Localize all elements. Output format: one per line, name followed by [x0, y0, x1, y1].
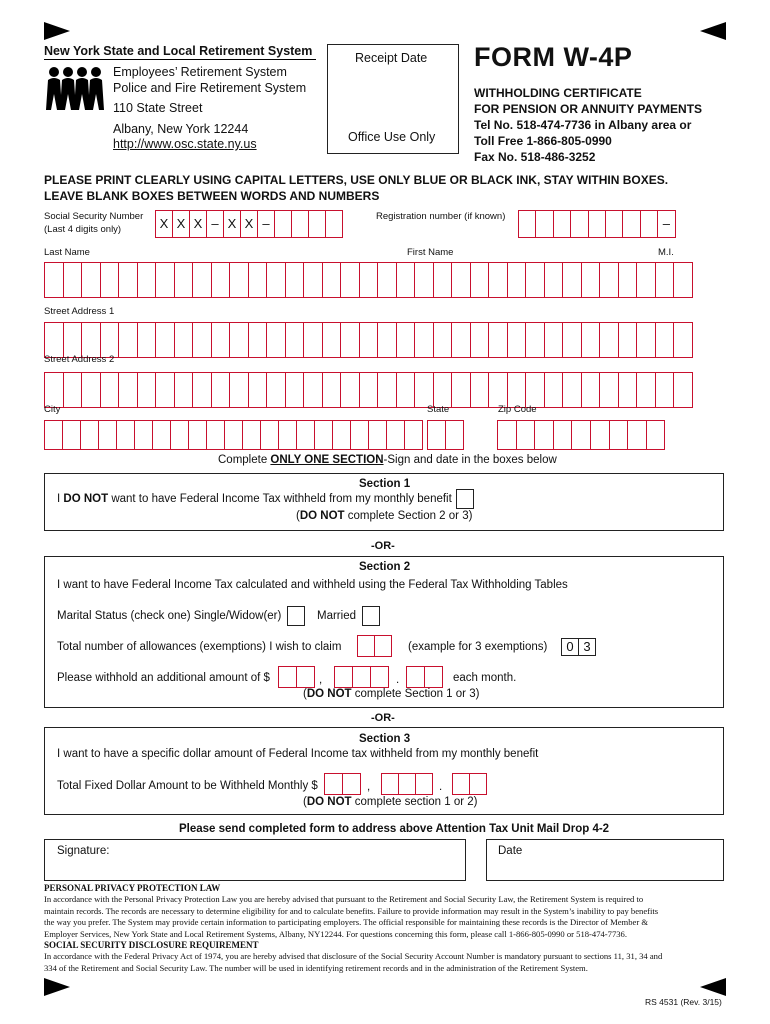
char-box[interactable] [229, 322, 248, 358]
each-month-label: each month. [453, 672, 517, 684]
char-box[interactable]: X [240, 210, 257, 238]
char-box[interactable] [622, 210, 639, 238]
street-address-1-input[interactable] [44, 322, 693, 358]
char-box[interactable] [325, 210, 343, 238]
char-box[interactable] [63, 262, 82, 298]
registration-arrow-bottom-right [700, 978, 726, 996]
fixed-amount-label: Total Fixed Dollar Amount to be Withheld Monthly $ [57, 780, 318, 792]
char-box[interactable] [340, 322, 359, 358]
first-name-label: First Name [407, 247, 454, 258]
char-box[interactable] [445, 420, 464, 450]
char-box[interactable] [63, 322, 82, 358]
char-box[interactable] [81, 372, 100, 408]
instructions-line-2: LEAVE BLANK BOXES BETWEEN WORDS AND NUMBERS [44, 189, 380, 203]
registration-arrow-top-left [44, 22, 70, 40]
char-box[interactable] [605, 210, 622, 238]
char-box[interactable]: X [172, 210, 189, 238]
char-box[interactable] [570, 210, 587, 238]
char-box[interactable] [377, 322, 396, 358]
char-box[interactable] [562, 262, 581, 298]
system-ers: Employees’ Retirement System [113, 65, 287, 79]
form-revision: RS 4531 (Rev. 3/15) [645, 997, 722, 1007]
section-2-title: Section 2 [359, 561, 411, 573]
char-box[interactable] [497, 420, 516, 450]
char-box[interactable] [224, 420, 242, 450]
section-2-text: I want to have Federal Income Tax calculated and withheld using the Federal Tax Withholding Tables [57, 579, 568, 591]
char-box[interactable] [192, 262, 211, 298]
char-box[interactable] [452, 773, 469, 795]
or-divider-1: -OR- [371, 540, 395, 552]
form-subtitle-2: FOR PENSION OR ANNUITY PAYMENTS [474, 102, 703, 116]
char-box[interactable] [334, 666, 352, 688]
privacy-line-2: maintain records. The records are necessary to determine eligibility for and to calculate benefits. Failure to provide information may result in the System’s inability to pay benefits [44, 905, 659, 916]
registration-arrow-bottom-left [44, 978, 70, 996]
additional-comma: , [319, 674, 323, 686]
char-box[interactable] [414, 322, 433, 358]
char-box[interactable] [62, 420, 80, 450]
agency-name: New York State and Local Retirement System [44, 44, 313, 58]
char-box[interactable] [599, 262, 618, 298]
char-box[interactable] [342, 773, 361, 795]
char-box[interactable] [398, 773, 415, 795]
fixed-comma: , [367, 781, 371, 793]
char-box[interactable] [322, 322, 341, 358]
char-box[interactable] [332, 420, 350, 450]
s1-pre: I [57, 493, 64, 505]
char-box[interactable] [544, 322, 563, 358]
char-box[interactable] [488, 372, 507, 408]
char-box[interactable] [63, 372, 82, 408]
char-box[interactable] [134, 420, 152, 450]
char-box[interactable] [81, 322, 100, 358]
privacy-line-1: In accordance with the Personal Privacy Protection Law you are hereby advised that pursuant to the Retirement and Social Security Law, the Retirement System is required to [44, 894, 644, 905]
char-box[interactable] [174, 372, 193, 408]
office-use-label: Office Use Only [348, 130, 436, 144]
char-box[interactable] [636, 372, 655, 408]
char-box[interactable] [655, 262, 674, 298]
address-street: 110 State Street [113, 101, 203, 115]
section-1-title: Section 1 [359, 478, 411, 490]
char-box[interactable] [655, 322, 674, 358]
char-box[interactable] [248, 262, 267, 298]
char-box[interactable] [507, 372, 526, 408]
website-link[interactable]: http://www.osc.state.ny.us [113, 137, 257, 151]
ssn-sublabel: (Last 4 digits only) [44, 224, 122, 235]
char-box[interactable] [525, 372, 544, 408]
char-box[interactable] [206, 420, 224, 450]
char-box[interactable] [396, 262, 415, 298]
char-box[interactable] [451, 372, 470, 408]
date-label: Date [498, 845, 523, 857]
ssn-input[interactable] [155, 210, 343, 238]
char-box[interactable] [525, 262, 544, 298]
example-label: (example for 3 exemptions) [408, 641, 548, 653]
intro-bold: ONLY ONE SECTION [270, 454, 384, 466]
char-box[interactable] [192, 322, 211, 358]
section-1-checkbox[interactable] [456, 489, 474, 509]
s1-note-bold: DO NOT [299, 510, 345, 522]
city-label: City [44, 404, 61, 415]
char-box[interactable] [451, 262, 470, 298]
section-3-note: (DO NOT complete section 1 or 2) [303, 796, 478, 808]
char-box[interactable] [581, 322, 600, 358]
char-box[interactable] [636, 322, 655, 358]
char-box[interactable] [618, 322, 637, 358]
char-box[interactable] [396, 372, 415, 408]
char-box[interactable] [470, 322, 489, 358]
char-box[interactable] [352, 666, 370, 688]
char-box[interactable] [137, 372, 156, 408]
char-box[interactable] [507, 262, 526, 298]
street-address-2-input[interactable] [44, 372, 693, 408]
char-box[interactable] [248, 372, 267, 408]
example-digits [561, 638, 596, 658]
char-box[interactable] [562, 372, 581, 408]
char-box[interactable] [618, 372, 637, 408]
ssd-title: SOCIAL SECURITY DISCLOSURE REQUIREMENT [44, 940, 259, 951]
char-box[interactable] [618, 262, 637, 298]
char-box[interactable] [170, 420, 188, 450]
char-box[interactable] [673, 322, 693, 358]
allowances-input[interactable] [357, 635, 392, 661]
char-box[interactable] [278, 666, 296, 688]
state-label: State [427, 404, 450, 415]
char-box[interactable] [248, 322, 267, 358]
char-box[interactable]: X [189, 210, 206, 238]
char-box[interactable] [314, 420, 332, 450]
char-box[interactable] [229, 372, 248, 408]
char-box[interactable] [646, 420, 666, 450]
char-box[interactable] [553, 420, 572, 450]
char-box[interactable] [599, 372, 618, 408]
char-box[interactable] [80, 420, 98, 450]
char-box[interactable] [588, 210, 605, 238]
char-box[interactable] [100, 372, 119, 408]
char-box[interactable] [44, 262, 63, 298]
char-box[interactable] [609, 420, 628, 450]
char-box[interactable]: – [657, 210, 675, 238]
privacy-title: PERSONAL PRIVACY PROTECTION LAW [44, 883, 221, 893]
street2-label: Street Address 2 [44, 354, 115, 365]
instructions-line-1: PLEASE PRINT CLEARLY USING CAPITAL LETTERS, USE ONLY BLUE OR BLACK INK, STAY WITHIN BOXES. [44, 173, 669, 187]
char-box[interactable] [359, 322, 378, 358]
char-box[interactable] [278, 420, 296, 450]
char-box[interactable] [396, 322, 415, 358]
char-box[interactable]: – [257, 210, 274, 238]
char-box[interactable] [377, 262, 396, 298]
last-name-label: Last Name [44, 247, 90, 258]
name-input[interactable] [44, 262, 693, 298]
single-checkbox[interactable] [287, 606, 305, 626]
fixed-dot: . [439, 781, 443, 793]
char-box[interactable] [340, 262, 359, 298]
privacy-line-3: the way you prefer. The System may provide certain information to participating employers. The official responsible for maintaining these records is the Director of Member & [44, 917, 649, 928]
char-box[interactable] [211, 372, 230, 408]
char-box[interactable] [118, 372, 137, 408]
char-box[interactable] [581, 262, 600, 298]
char-box[interactable] [470, 372, 489, 408]
char-box: 3 [578, 638, 596, 656]
people-logo-icon [44, 66, 106, 110]
char-box[interactable] [291, 210, 308, 238]
char-box[interactable] [562, 322, 581, 358]
char-box[interactable] [374, 635, 392, 657]
ssn-label: Social Security Number [44, 211, 144, 222]
char-box[interactable] [368, 420, 386, 450]
char-box[interactable] [414, 262, 433, 298]
char-box[interactable] [285, 372, 304, 408]
char-box[interactable] [266, 262, 285, 298]
additional-dot: . [396, 674, 400, 686]
char-box[interactable] [470, 262, 489, 298]
char-box[interactable] [44, 322, 63, 358]
s1-post: want to have Federal Income Tax withheld from my monthly benefit [108, 493, 452, 505]
privacy-section [44, 883, 734, 974]
char-box[interactable] [81, 262, 100, 298]
mi-label: M.I. [658, 247, 674, 258]
char-box[interactable] [386, 420, 404, 450]
char-box[interactable] [137, 262, 156, 298]
char-box[interactable] [174, 322, 193, 358]
intro-post: -Sign and date in the boxes below [383, 454, 557, 466]
complete-one-section [218, 454, 557, 466]
char-box[interactable] [427, 420, 445, 450]
char-box[interactable] [516, 420, 535, 450]
char-box[interactable] [100, 262, 119, 298]
char-box[interactable] [544, 262, 563, 298]
or-divider-2: -OR- [371, 712, 395, 724]
street1-label: Street Address 1 [44, 306, 115, 317]
char-box[interactable] [414, 372, 433, 408]
char-box[interactable]: – [206, 210, 223, 238]
intro-pre: Complete [218, 454, 271, 466]
char-box[interactable] [359, 262, 378, 298]
char-box[interactable] [451, 322, 470, 358]
char-box[interactable] [357, 635, 374, 657]
char-box[interactable] [571, 420, 590, 450]
signature-label: Signature: [57, 845, 110, 857]
char-box[interactable] [673, 372, 693, 408]
char-box[interactable] [322, 372, 341, 408]
ssd-line-2: 334 of the Retirement and Social Security Law. The number will be used in identifying retirement records and in the administration of the Retirement System. [44, 962, 588, 973]
s3-note-bold: DO NOT [306, 796, 352, 808]
char-box[interactable] [544, 372, 563, 408]
allowances-label: Total number of allowances (exemptions) I wish to claim [57, 641, 342, 653]
char-box[interactable] [655, 372, 674, 408]
state-input[interactable] [427, 420, 464, 450]
char-box[interactable] [211, 322, 230, 358]
s1-note-post: complete Section 2 or 3) [344, 510, 473, 522]
char-box[interactable] [636, 262, 655, 298]
char-box[interactable] [469, 773, 487, 795]
char-box[interactable] [433, 262, 452, 298]
s2-note-post: complete Section 1 or 3) [351, 688, 480, 700]
marital-status-label: Marital Status (check one) Single/Widow(er) [57, 610, 282, 622]
section-3-text: I want to have a specific dollar amount of Federal Income tax withheld from my monthly benefit [57, 748, 539, 760]
char-box[interactable] [673, 262, 693, 298]
section-1-text [57, 493, 452, 505]
char-box[interactable] [377, 372, 396, 408]
char-box[interactable] [137, 322, 156, 358]
s1-note-pre: ( [296, 510, 300, 522]
s2-note-bold: DO NOT [306, 688, 352, 700]
char-box[interactable] [340, 372, 359, 408]
char-box[interactable] [303, 372, 322, 408]
fax-number: Fax No. 518-486-3252 [474, 150, 596, 164]
ssd-line-1: In accordance with the Federal Privacy Act of 1974, you are hereby advised that disclosure of the Social Security Account Number is mandatory pursuant to sections 11, 31, 34 and [44, 951, 663, 962]
char-box[interactable] [260, 420, 278, 450]
char-box[interactable] [44, 372, 63, 408]
char-box[interactable] [266, 372, 285, 408]
char-box[interactable] [242, 420, 260, 450]
agency-underline [44, 59, 316, 60]
char-box[interactable] [627, 420, 646, 450]
char-box[interactable]: X [223, 210, 240, 238]
char-box[interactable] [553, 210, 570, 238]
section-2-note: (DO NOT complete Section 1 or 3) [303, 688, 480, 700]
char-box[interactable] [118, 322, 137, 358]
s1-bold: DO NOT [63, 493, 109, 505]
char-box[interactable] [211, 262, 230, 298]
char-box[interactable] [266, 322, 285, 358]
char-box[interactable] [535, 210, 552, 238]
char-box[interactable] [174, 262, 193, 298]
char-box[interactable] [155, 372, 174, 408]
zip-label: Zip Code [498, 404, 537, 415]
char-box[interactable] [274, 210, 291, 238]
char-box[interactable] [303, 322, 322, 358]
char-box[interactable] [98, 420, 116, 450]
char-box[interactable] [296, 666, 315, 688]
char-box[interactable] [433, 322, 452, 358]
zip-code-input[interactable] [497, 420, 665, 450]
char-box[interactable] [415, 773, 433, 795]
char-box[interactable] [44, 420, 62, 450]
char-box[interactable] [155, 322, 174, 358]
married-checkbox[interactable] [362, 606, 380, 626]
char-box[interactable] [406, 666, 424, 688]
char-box[interactable] [285, 322, 304, 358]
address-city: Albany, New York 12244 [113, 122, 249, 136]
char-box[interactable] [350, 420, 368, 450]
char-box[interactable] [488, 322, 507, 358]
section-3-title: Section 3 [359, 733, 411, 745]
char-box[interactable]: X [155, 210, 172, 238]
registration-label: Registration number (if known) [376, 211, 506, 222]
char-box[interactable] [525, 322, 544, 358]
married-label: Married [317, 610, 356, 622]
phone-toll-free: Toll Free 1-866-805-0990 [474, 134, 612, 148]
char-box[interactable] [599, 322, 618, 358]
form-title: FORM W-4P [474, 42, 633, 72]
char-box[interactable] [534, 420, 553, 450]
system-pfrs: Police and Fire Retirement System [113, 81, 307, 95]
char-box[interactable] [359, 372, 378, 408]
registration-number-input[interactable] [518, 210, 676, 238]
form-subtitle-1: WITHHOLDING CERTIFICATE [474, 86, 642, 100]
char-box[interactable] [188, 420, 206, 450]
char-box: 0 [561, 638, 578, 656]
char-box[interactable] [424, 666, 443, 688]
char-box[interactable] [118, 262, 137, 298]
char-box[interactable] [404, 420, 423, 450]
char-box[interactable] [322, 262, 341, 298]
section-1-note [296, 510, 472, 522]
char-box[interactable] [640, 210, 657, 238]
char-box[interactable] [296, 420, 314, 450]
additional-amount-label: Please withhold an additional amount of $ [57, 672, 270, 684]
privacy-line-4: Employer Services, New York State and Local Retirement Systems, Albany, NY12244. For questions concerning this form, please call 1-866-805-0990 or 518-474-7736. [44, 928, 627, 939]
char-box[interactable] [381, 773, 398, 795]
char-box[interactable] [488, 262, 507, 298]
send-instructions: Please send completed form to address above Attention Tax Unit Mail Drop 4-2 [179, 823, 610, 835]
char-box[interactable] [152, 420, 170, 450]
char-box[interactable] [581, 372, 600, 408]
char-box[interactable] [155, 262, 174, 298]
char-box[interactable] [370, 666, 389, 688]
char-box[interactable] [229, 262, 248, 298]
char-box[interactable] [433, 372, 452, 408]
char-box[interactable] [518, 210, 535, 238]
char-box[interactable] [507, 322, 526, 358]
char-box[interactable] [116, 420, 134, 450]
phone-albany: Tel No. 518-474-7736 in Albany area or [474, 118, 692, 132]
char-box[interactable] [285, 262, 304, 298]
s3-note-post: complete section 1 or 2) [351, 796, 478, 808]
char-box[interactable] [192, 372, 211, 408]
city-input[interactable] [44, 420, 423, 450]
char-box[interactable] [303, 262, 322, 298]
registration-arrow-top-right [700, 22, 726, 40]
char-box[interactable] [590, 420, 609, 450]
char-box[interactable] [324, 773, 342, 795]
receipt-date-label: Receipt Date [355, 51, 428, 65]
char-box[interactable] [308, 210, 325, 238]
char-box[interactable] [100, 322, 119, 358]
